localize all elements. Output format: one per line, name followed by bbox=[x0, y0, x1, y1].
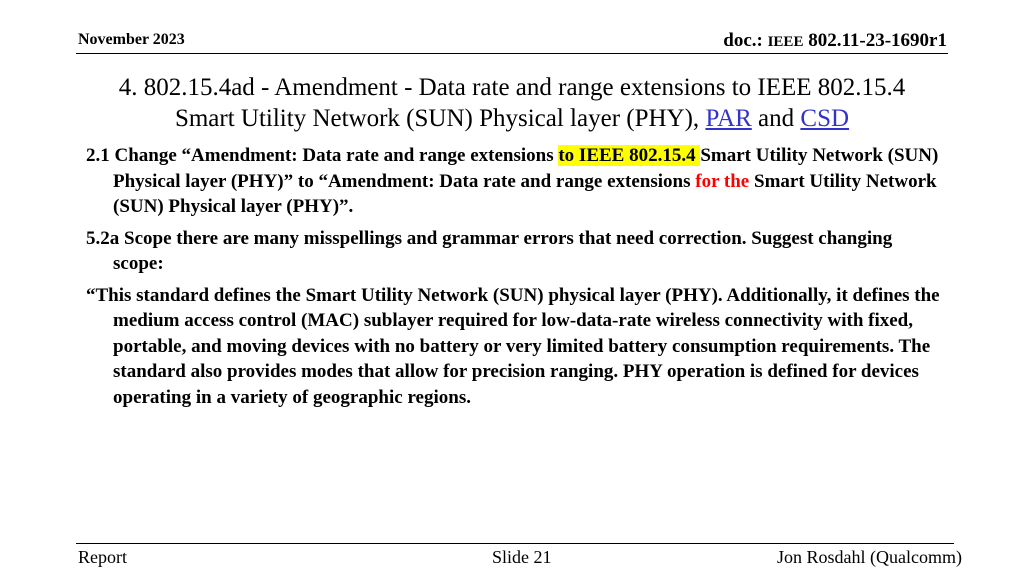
footer-slide-number: Slide 21 bbox=[492, 547, 552, 567]
title-and: and bbox=[751, 105, 801, 132]
p1-after: Smart Utility Network (SUN) Physical layer (PHY)”. bbox=[113, 170, 937, 217]
doc-prefix: doc.: bbox=[723, 30, 763, 51]
title-line-2-text: Smart Utility Network (SUN) Physical layer (PHY), bbox=[174, 105, 706, 132]
p1-middle: Smart Utility Network (SUN) Physical layer (PHY)” to “Amendment: Data rate and range extensions bbox=[113, 145, 939, 192]
csd-link[interactable]: CSD bbox=[800, 105, 850, 132]
p1-before: 2.1 Change “Amendment: Data rate and range extensions bbox=[86, 145, 559, 166]
comment-5-2a: 5.2a Scope there are many misspellings and grammar errors that need correction. Suggest changing scope: bbox=[86, 227, 893, 274]
doc-org: IEEE bbox=[767, 34, 804, 50]
slide-title bbox=[60, 72, 964, 134]
footer-report: Report bbox=[78, 547, 127, 567]
header-doc-id bbox=[723, 30, 947, 52]
p1-highlighted: to IEEE 802.15.4 bbox=[558, 145, 701, 166]
header-divider bbox=[76, 53, 948, 54]
par-link[interactable]: PAR bbox=[705, 105, 752, 132]
title-line-1: 4. 802.15.4ad - Amendment - Data rate and range extensions to IEEE 802.15.4 bbox=[118, 74, 906, 101]
slide-body bbox=[86, 143, 946, 416]
suggested-scope-text: “This standard defines the Smart Utility Network (SUN) physical layer (PHY). Additionally, it defines the medium access control (MAC) sublayer required for low-data-rate wireless connectivity with fixed, portable, and moving devices with no battery or very limited battery consumption requirements. The standard also provides modes that allow for precision ranging. PHY operation is defined for devices operating in a variety of geographic regions. bbox=[86, 284, 940, 408]
header-date: November 2023 bbox=[78, 31, 185, 48]
title-line-2 bbox=[60, 103, 964, 134]
comment-2-1 bbox=[86, 143, 946, 220]
footer-divider bbox=[76, 543, 954, 544]
p1-red-insert: for the bbox=[695, 170, 750, 192]
doc-number: 802.11-23-1690r1 bbox=[808, 30, 947, 51]
footer-author: Jon Rosdahl (Qualcomm) bbox=[777, 547, 962, 567]
